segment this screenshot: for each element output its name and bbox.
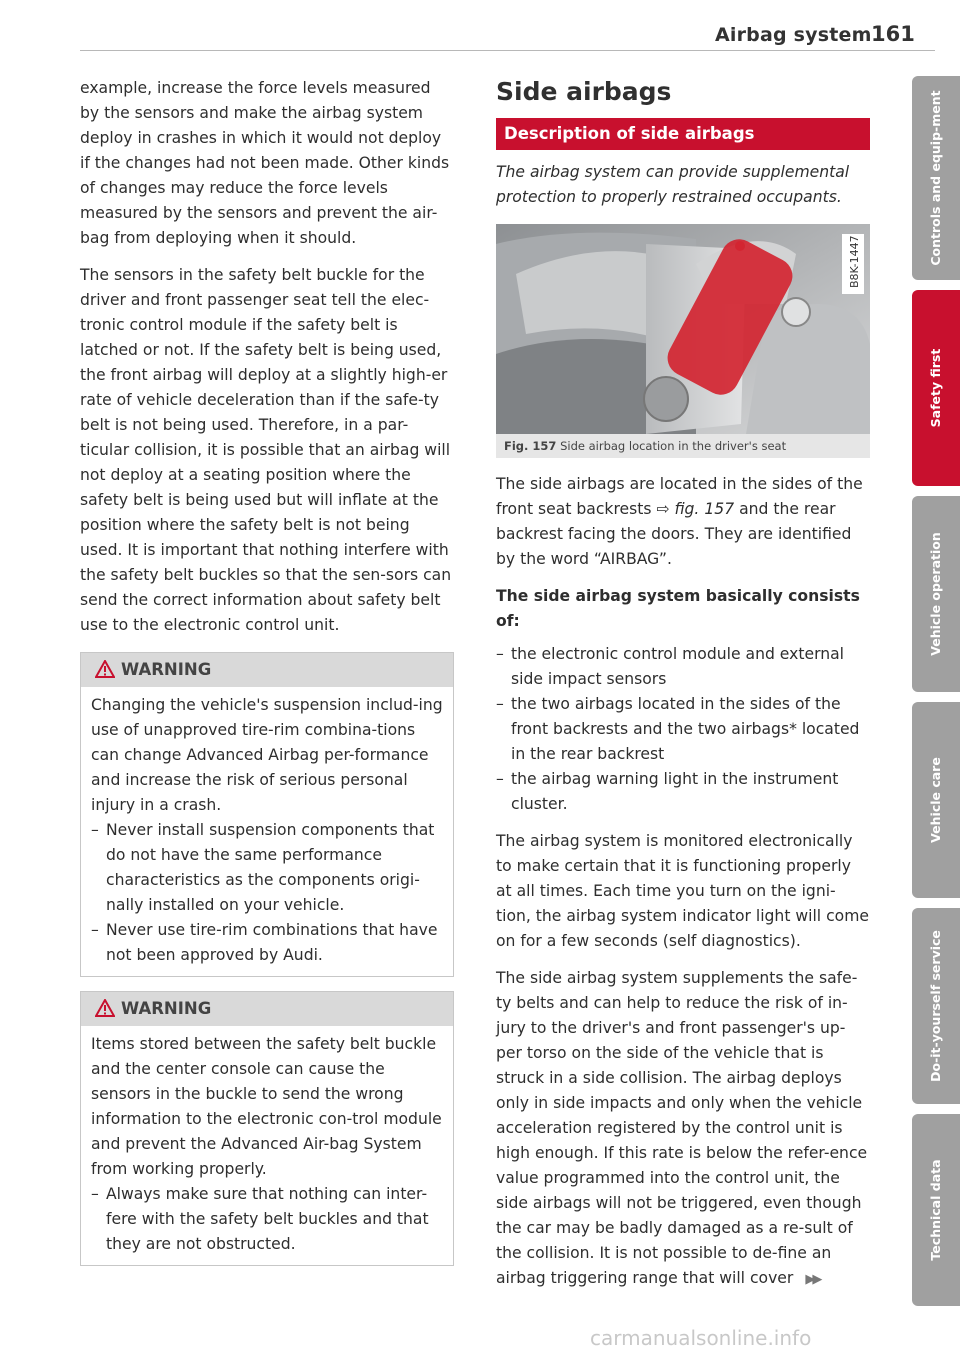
seat-airbag-figure bbox=[496, 224, 870, 434]
left-column bbox=[80, 76, 452, 1280]
tab-label: Technical data bbox=[928, 1159, 943, 1261]
figure-caption bbox=[496, 434, 870, 458]
seat-illustration bbox=[496, 224, 870, 434]
tab-technical-data[interactable] bbox=[912, 1114, 960, 1306]
tab-safety-first[interactable] bbox=[912, 290, 960, 486]
tab-label: Do-it-yourself service bbox=[928, 930, 943, 1082]
tab-vehicle-care[interactable] bbox=[912, 702, 960, 898]
header-rule bbox=[80, 50, 935, 51]
warning-list bbox=[91, 818, 443, 968]
text-run: The side airbags are located in the sides of the front seat backrests bbox=[496, 475, 863, 518]
right-paragraph-1 bbox=[496, 472, 870, 572]
tab-label: Controls and equip-ment bbox=[928, 90, 943, 266]
right-column bbox=[496, 76, 870, 1304]
figure-reference-link[interactable]: ⇨ fig. 157 bbox=[656, 500, 735, 518]
left-paragraph-2: The sensors in the safety belt buckle for the driver and front passenger seat tell the elec-tronic control module if the safety belt is latched or not. If the safety belt is being used, the front airbag will deploy at a slightly high-er rate of vehicle deceleration than if the safe-ty belt is not being used. Therefore, in a par-ticular collision, it is possible that an airbag will not deploy at a seating position where the safety belt is being used but will inflate at the position where the safety belt is not being used. It is important that nothing interfere with the safety belt buckles so that the sen-sors can send the correct information about safety belt use to the electronic control unit. bbox=[80, 266, 452, 634]
tab-controls-and-equipment[interactable] bbox=[912, 76, 960, 280]
tab-label: Safety first bbox=[928, 348, 943, 428]
tab-vehicle-operation[interactable] bbox=[912, 496, 960, 692]
text-run: The side airbag system supplements the safe-ty belts and can help to reduce the risk of in-jury to the driver's and front passenger's up-per torso on the side of the vehicle that is struck in a side collision. The airbag deploys only in side impacts and only when the vehicle acceleration registered by the control unit is high enough. If this rate is below the refer-ence value programmed into the control unit, the side airbags will not be triggered, even though the car may be badly damaged as a re-sult of the collision. It is not possible to de-fine an airbag triggering range that will cover bbox=[496, 969, 868, 1287]
tab-do-it-yourself-service[interactable] bbox=[912, 908, 960, 1104]
warning-triangle-icon bbox=[95, 999, 115, 1017]
warning-text: Changing the vehicle's suspension includ-ing use of unapproved tire-rim combina-tions can change Advanced Airbag per-formance and increase the risk of serious personal injury in a crash. bbox=[91, 696, 443, 814]
warning-box-2 bbox=[80, 991, 454, 1266]
right-paragraph-2: The airbag system is monitored electronically to make certain that it is functioning properly at all times. Each time you turn on the igni-tion, the airbag system indicator light will come on for a few seconds (self diagnostics). bbox=[496, 832, 869, 950]
tab-label: Vehicle care bbox=[928, 757, 943, 843]
warning-body bbox=[81, 1026, 453, 1265]
figure-code: B8K-1447 bbox=[848, 235, 861, 288]
warning-body bbox=[81, 687, 453, 976]
list-item: – the airbag warning light in the instrument cluster. bbox=[496, 767, 870, 817]
warning-list bbox=[91, 1182, 443, 1257]
right-paragraph-3 bbox=[496, 966, 870, 1292]
warning-title: WARNING bbox=[121, 660, 212, 679]
section-title: Side airbags bbox=[496, 77, 672, 106]
warning-list-item: – Never install suspension components that do not have the same performance characteristics as the components origi-nally installed on your vehicle. bbox=[91, 818, 443, 918]
consists-list bbox=[496, 642, 870, 817]
warning-title: WARNING bbox=[121, 999, 212, 1018]
continued-arrow-icon: ▶▶ bbox=[805, 1272, 820, 1287]
text-run: and the rear backrest facing the doors. They are identified by the word “AIRBAG”. bbox=[496, 500, 852, 568]
warning-header bbox=[81, 653, 453, 687]
warning-list-item: – Never use tire-rim combinations that have not been approved by Audi. bbox=[91, 918, 443, 968]
consists-heading: The side airbag system basically consists of: bbox=[496, 587, 860, 630]
running-header-title: Airbag system bbox=[715, 24, 872, 46]
figure-caption-text: Side airbag location in the driver's seat bbox=[560, 439, 787, 453]
warning-triangle-icon bbox=[95, 660, 115, 678]
left-paragraph-1: example, increase the force levels measured by the sensors and make the airbag system deploy in crashes in which it would not deploy if the changes had not been made. Other kinds of changes may reduce the force levels measured by the sensors and prevent the air-bag from deploying when it should. bbox=[80, 79, 450, 247]
page-number: 161 bbox=[871, 22, 915, 46]
tab-label: Vehicle operation bbox=[928, 532, 943, 656]
warning-text: Items stored between the safety belt buckle and the center console can cause the sensors in the buckle to send the wrong information to the electronic con-trol module and prevent the Advanced Air-bag System from working properly. bbox=[91, 1035, 442, 1178]
warning-box-1 bbox=[80, 652, 454, 977]
lead-text: The airbag system can provide supplemental protection to properly restrained occupants. bbox=[496, 163, 850, 206]
warning-list-item: – Always make sure that nothing can inter-fere with the safety belt buckles and that they are not obstructed. bbox=[91, 1182, 443, 1257]
warning-header bbox=[81, 992, 453, 1026]
watermark: carmanualsonline.info bbox=[590, 1326, 812, 1350]
list-item: – the two airbags located in the sides of the front backrests and the two airbags* located in the rear backrest bbox=[496, 692, 870, 767]
subsection-title-bar: Description of side airbags bbox=[496, 118, 870, 150]
list-item: – the electronic control module and external side impact sensors bbox=[496, 642, 870, 692]
figure-label: Fig. 157 bbox=[504, 439, 557, 453]
